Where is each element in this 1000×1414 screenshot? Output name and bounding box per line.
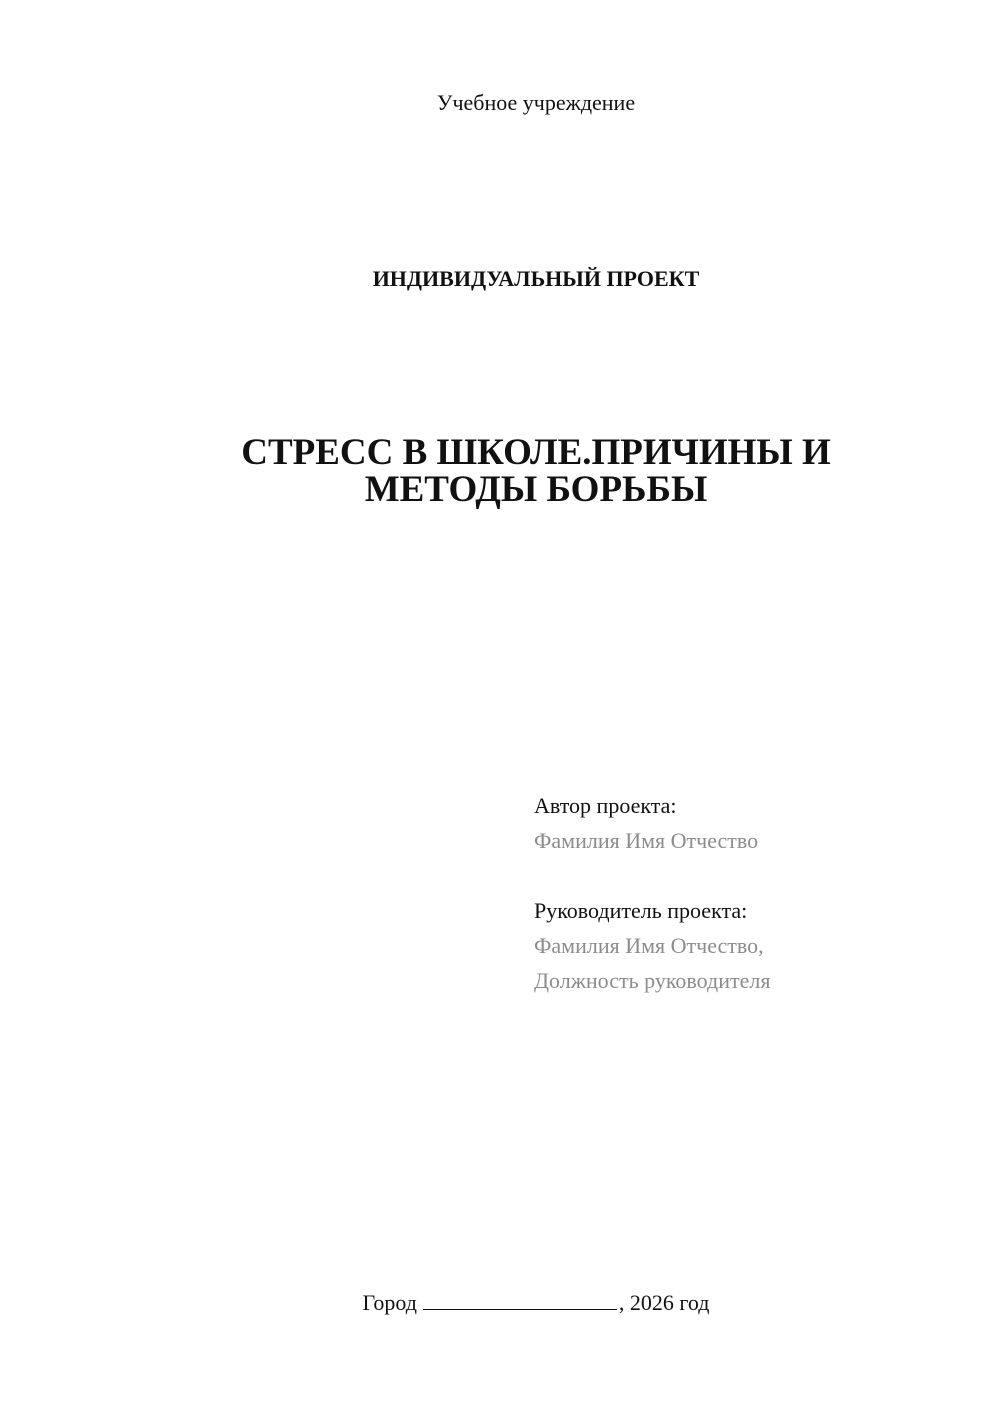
supervisor-position: Должность руководителя xyxy=(534,968,771,993)
document-type: ИНДИВИДУАЛЬНЫЙ ПРОЕКТ xyxy=(372,266,700,291)
spacer xyxy=(534,858,974,893)
year-text: , 2026 год xyxy=(618,1290,710,1315)
author-label: Автор проекта: xyxy=(534,793,677,818)
document-title xyxy=(180,434,892,508)
title-line-2: МЕТОДЫ БОРЬБЫ xyxy=(364,469,708,510)
city-blank-line xyxy=(423,1291,617,1310)
institution-name: Учебное учреждение xyxy=(436,90,636,115)
author-name: Фамилия Имя Отчество xyxy=(534,828,759,853)
city-label: Город xyxy=(362,1290,417,1315)
project-people xyxy=(534,788,974,998)
supervisor-label: Руководитель проекта: xyxy=(534,898,748,923)
city-year-line xyxy=(0,1290,1000,1316)
supervisor-name: Фамилия Имя Отчество, xyxy=(534,933,764,958)
title-line-1: СТРЕСС В ШКОЛЕ.ПРИЧИНЫ И xyxy=(241,432,831,473)
